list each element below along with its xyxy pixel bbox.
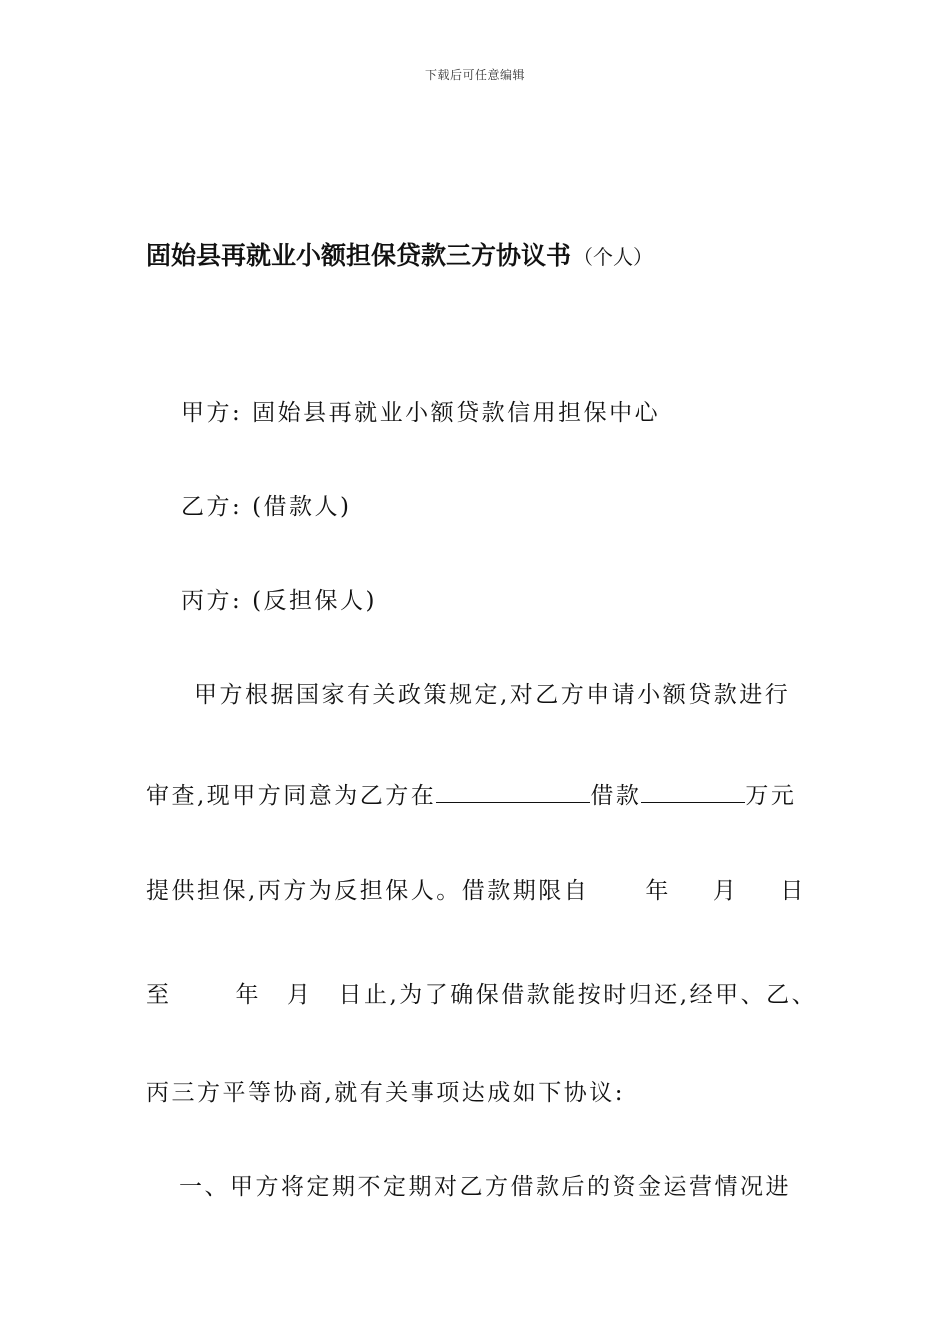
party-c-label: 丙方: (181, 588, 243, 614)
party-a-label: 甲方: (181, 400, 243, 426)
paragraph-text: 日止,为了确保借款能按时归还,经甲、乙、 (338, 982, 818, 1008)
paragraph-text: 至 (146, 982, 172, 1008)
paragraph-1-line-3 (146, 876, 806, 906)
year-label: 年 (235, 982, 261, 1008)
party-b-line (181, 492, 352, 522)
header-note: 下载后可任意编辑 (424, 68, 525, 82)
party-b-label: 乙方: (181, 494, 243, 520)
party-a-line (181, 398, 660, 428)
document-title-subtitle: （个人） (573, 245, 654, 269)
blank-field-amount (641, 780, 745, 803)
document-title-main: 固始县再就业小额担保贷款三方协议书 (146, 241, 572, 270)
clause-1-line-1 (179, 1172, 791, 1202)
blank-field-place (436, 780, 590, 803)
party-c-value: (反担保人) (252, 588, 378, 614)
party-c-line (181, 586, 377, 616)
document-title (146, 236, 653, 272)
month-label: 月 (712, 878, 739, 904)
month-label: 月 (287, 982, 313, 1008)
paragraph-text: 一、甲方将定期不定期对乙方借款后的资金运营情况进 (179, 1174, 791, 1200)
paragraph-1-line-2 (146, 780, 796, 811)
party-a-value: 固始县再就业小额贷款信用担保中心 (252, 400, 661, 426)
paragraph-text: 提供担保,丙方为反担保人。借款期限自 (146, 878, 590, 904)
paragraph-text: 丙三方平等协商,就有关事项达成如下协议: (146, 1080, 626, 1106)
party-b-value: (借款人) (252, 494, 352, 520)
paragraph-text: 甲方根据国家有关政策规定,对乙方申请小额贷款进行 (194, 682, 791, 708)
paragraph-1-line-1 (194, 680, 790, 710)
paragraph-text: 万元 (745, 783, 797, 809)
paragraph-1-line-5 (146, 1078, 625, 1108)
day-label: 日 (780, 878, 806, 904)
paragraph-text: 审查,现甲方同意为乙方在 (146, 783, 437, 809)
paragraph-1-line-4 (146, 980, 817, 1010)
paragraph-text: 借款 (590, 783, 642, 809)
year-label: 年 (645, 878, 671, 904)
